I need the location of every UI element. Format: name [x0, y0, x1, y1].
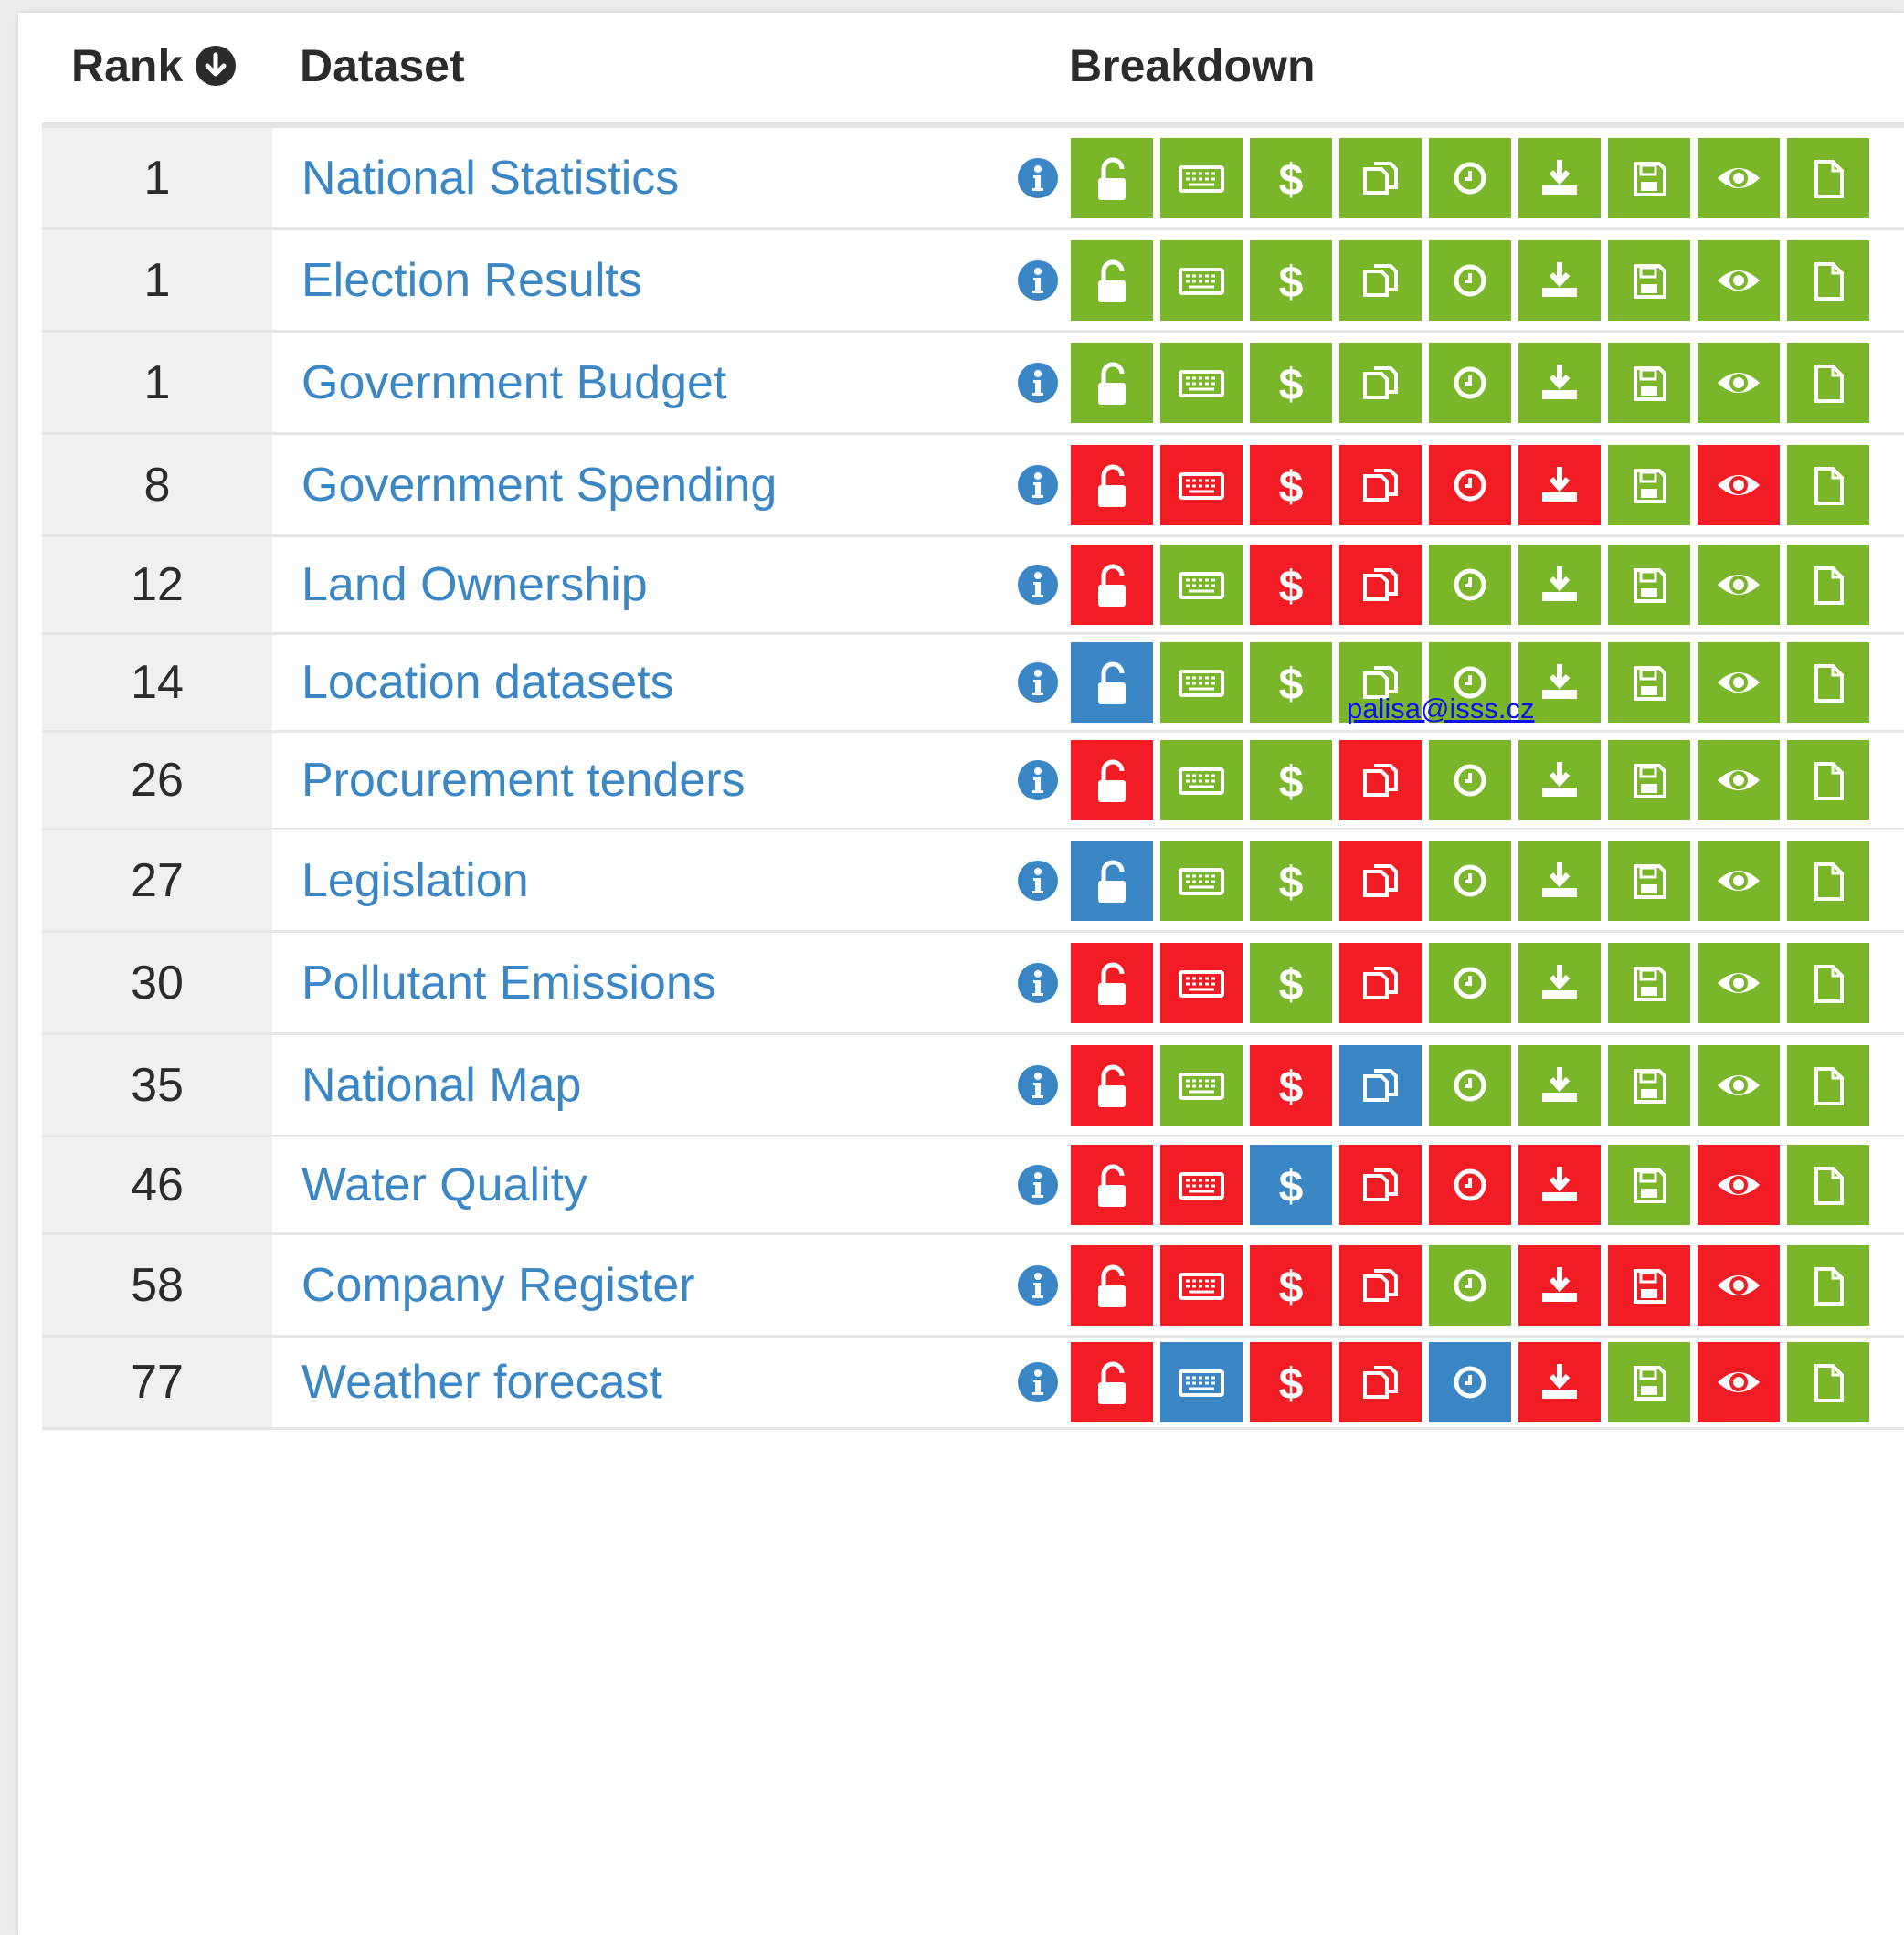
rank-header-label: Rank [71, 40, 184, 91]
rank-cell [42, 635, 272, 730]
svg-text:$: $ [1278, 1263, 1304, 1312]
breakdown-icons [1071, 1045, 1893, 1126]
unlock-icon[interactable] [1071, 240, 1153, 321]
unlock-icon[interactable] [1071, 841, 1153, 921]
dollar-icon[interactable] [1250, 545, 1332, 625]
clock-icon[interactable] [1429, 841, 1511, 921]
svg-text:$: $ [1278, 360, 1304, 409]
rank-cell [42, 435, 272, 534]
save-icon[interactable] [1608, 240, 1690, 321]
dataset-link[interactable]: National Statistics [301, 151, 680, 205]
svg-text:$: $ [1278, 960, 1304, 1010]
file-icon[interactable] [1787, 343, 1869, 423]
unlock-icon[interactable] [1071, 138, 1153, 218]
unlock-icon[interactable] [1071, 1342, 1153, 1422]
clock-icon[interactable] [1429, 138, 1511, 218]
download-icon[interactable] [1518, 1145, 1601, 1225]
rank-value: 1 [143, 253, 171, 307]
email-link[interactable]: palisa@isss.cz [1347, 693, 1535, 724]
breakdown-icons [1071, 545, 1893, 625]
keyboard-icon[interactable] [1160, 445, 1243, 525]
info-circle-icon[interactable] [1018, 1065, 1058, 1105]
rank-cell [42, 1137, 272, 1232]
eye-icon[interactable] [1698, 1145, 1780, 1225]
svg-text:$: $ [1278, 661, 1304, 709]
eye-icon[interactable] [1698, 841, 1780, 921]
copy-icon[interactable] [1339, 943, 1422, 1023]
table-row [42, 537, 1904, 635]
rank-value: 30 [131, 956, 184, 1010]
dollar-icon[interactable] [1250, 240, 1332, 321]
download-icon[interactable] [1518, 545, 1601, 625]
dollar-icon[interactable] [1250, 1045, 1332, 1126]
rank-cell [42, 333, 272, 432]
file-icon[interactable] [1787, 445, 1869, 525]
keyboard-icon[interactable] [1160, 642, 1243, 723]
copy-icon[interactable] [1339, 1245, 1422, 1326]
info-circle-icon[interactable] [1018, 760, 1058, 800]
info-circle-icon[interactable] [1018, 158, 1058, 198]
dataset-link[interactable]: National Map [301, 1058, 582, 1112]
copy-icon[interactable] [1339, 240, 1422, 321]
file-icon[interactable] [1787, 1145, 1869, 1225]
save-icon[interactable] [1608, 841, 1690, 921]
unlock-icon[interactable] [1071, 740, 1153, 820]
eye-icon[interactable] [1698, 138, 1780, 218]
copy-icon[interactable] [1339, 343, 1422, 423]
keyboard-icon[interactable] [1160, 138, 1243, 218]
info-circle-icon[interactable] [1018, 861, 1058, 901]
file-icon[interactable] [1787, 1245, 1869, 1326]
breakdown-icons [1071, 240, 1893, 321]
breakdown-column-header: Breakdown [1069, 40, 1316, 91]
file-icon[interactable] [1787, 1342, 1869, 1422]
download-icon[interactable] [1518, 943, 1601, 1023]
download-icon[interactable] [1518, 841, 1601, 921]
download-icon[interactable] [1518, 138, 1601, 218]
download-icon[interactable] [1518, 343, 1601, 423]
save-icon[interactable] [1608, 642, 1690, 723]
dataset-link[interactable]: Government Spending [301, 458, 777, 512]
download-icon[interactable] [1518, 445, 1601, 525]
breakdown-icons [1071, 1245, 1893, 1326]
rank-column-header[interactable] [71, 38, 236, 93]
svg-text:$: $ [1278, 258, 1304, 307]
download-icon[interactable] [1518, 1245, 1601, 1326]
keyboard-icon[interactable] [1160, 1342, 1243, 1422]
unlock-icon[interactable] [1071, 343, 1153, 423]
eye-icon[interactable] [1698, 545, 1780, 625]
unlock-icon[interactable] [1071, 1145, 1153, 1225]
info-circle-icon[interactable] [1018, 963, 1058, 1003]
dataset-column-header: Dataset [300, 40, 465, 91]
keyboard-icon[interactable] [1160, 943, 1243, 1023]
info-circle-icon[interactable] [1018, 465, 1058, 505]
dataset-link[interactable]: Company Register [301, 1258, 695, 1312]
dataset-link[interactable]: Land Ownership [301, 558, 648, 611]
clock-icon[interactable] [1429, 1045, 1511, 1126]
keyboard-icon[interactable] [1160, 1045, 1243, 1126]
rank-cell [42, 1035, 272, 1135]
copy-icon[interactable] [1339, 545, 1422, 625]
dollar-icon[interactable] [1250, 343, 1332, 423]
rank-value: 35 [131, 1058, 184, 1112]
svg-text:$: $ [1278, 758, 1304, 807]
dollar-icon[interactable] [1250, 1245, 1332, 1326]
dataset-link[interactable]: Weather forecast [301, 1356, 663, 1409]
file-icon[interactable] [1787, 841, 1869, 921]
dataset-link[interactable]: Legislation [301, 853, 529, 907]
dollar-icon[interactable] [1250, 138, 1332, 218]
table-row [42, 1338, 1904, 1430]
rank-value: 14 [131, 656, 184, 709]
dataset-link[interactable]: Location datasets [301, 656, 674, 709]
dollar-icon[interactable] [1250, 841, 1332, 921]
copy-icon[interactable] [1339, 1342, 1422, 1422]
file-icon[interactable] [1787, 943, 1869, 1023]
sort-down-circle-icon[interactable] [196, 46, 236, 86]
unlock-icon[interactable] [1071, 545, 1153, 625]
info-circle-icon[interactable] [1018, 1362, 1058, 1402]
svg-text:$: $ [1278, 563, 1304, 611]
clock-icon[interactable] [1429, 1342, 1511, 1422]
table-row [42, 1235, 1904, 1338]
rank-value: 1 [143, 151, 171, 205]
copy-icon[interactable] [1339, 740, 1422, 820]
dollar-icon[interactable] [1250, 445, 1332, 525]
rank-value: 27 [131, 853, 184, 907]
dataset-link[interactable]: Procurement tenders [301, 754, 746, 807]
breakdown-icons [1071, 343, 1893, 423]
save-icon[interactable] [1608, 138, 1690, 218]
eye-icon[interactable] [1698, 740, 1780, 820]
svg-text:$: $ [1278, 1163, 1304, 1211]
eye-icon[interactable] [1698, 343, 1780, 423]
dataset-link[interactable]: Pollutant Emissions [301, 956, 716, 1010]
rank-value: 1 [143, 355, 171, 409]
dataset-link[interactable]: Water Quality [301, 1158, 588, 1211]
save-icon[interactable] [1608, 1245, 1690, 1326]
file-icon[interactable] [1787, 642, 1869, 723]
clock-icon[interactable] [1429, 943, 1511, 1023]
clock-icon[interactable] [1429, 1145, 1511, 1225]
unlock-icon[interactable] [1071, 1245, 1153, 1326]
rank-value: 58 [131, 1258, 184, 1312]
dollar-icon[interactable] [1250, 943, 1332, 1023]
dollar-icon[interactable] [1250, 1342, 1332, 1422]
rank-cell [42, 1338, 272, 1427]
clock-icon[interactable] [1429, 445, 1511, 525]
eye-icon[interactable] [1698, 642, 1780, 723]
save-icon[interactable] [1608, 343, 1690, 423]
download-icon[interactable] [1518, 240, 1601, 321]
info-circle-icon[interactable] [1018, 1165, 1058, 1205]
save-icon[interactable] [1608, 1342, 1690, 1422]
breakdown-icons [1071, 1145, 1893, 1225]
breakdown-icons [1071, 841, 1893, 921]
rank-cell [42, 1235, 272, 1335]
rank-value: 8 [143, 458, 171, 512]
unlock-icon[interactable] [1071, 1045, 1153, 1126]
copy-icon[interactable] [1339, 1045, 1422, 1126]
table-row [42, 733, 1904, 830]
svg-text:$: $ [1278, 462, 1304, 512]
copy-icon[interactable] [1339, 841, 1422, 921]
rank-value: 77 [131, 1356, 184, 1409]
breakdown-icons [1071, 740, 1893, 820]
table-row [42, 435, 1904, 537]
svg-text:$: $ [1278, 858, 1304, 907]
rank-cell [42, 128, 272, 227]
rank-cell [42, 933, 272, 1032]
table-row [42, 1137, 1904, 1235]
table-row [42, 933, 1904, 1035]
eye-icon[interactable] [1698, 1245, 1780, 1326]
dollar-icon[interactable] [1250, 1145, 1332, 1225]
rank-cell [42, 830, 272, 930]
svg-text:$: $ [1278, 155, 1304, 205]
clock-icon[interactable] [1429, 1245, 1511, 1326]
keyboard-icon[interactable] [1160, 740, 1243, 820]
file-icon[interactable] [1787, 138, 1869, 218]
info-circle-icon[interactable] [1018, 363, 1058, 403]
copy-icon[interactable] [1339, 1145, 1422, 1225]
info-circle-icon[interactable] [1018, 662, 1058, 703]
download-icon[interactable] [1518, 1342, 1601, 1422]
keyboard-icon[interactable] [1160, 1245, 1243, 1326]
clock-icon[interactable] [1429, 240, 1511, 321]
rank-cell [42, 733, 272, 828]
breakdown-icons [1071, 445, 1893, 525]
eye-icon[interactable] [1698, 1045, 1780, 1126]
copy-icon[interactable] [1339, 445, 1422, 525]
dataset-link[interactable]: Government Budget [301, 355, 727, 409]
svg-text:$: $ [1278, 1360, 1304, 1409]
keyboard-icon[interactable] [1160, 841, 1243, 921]
breakdown-icons [1071, 1342, 1893, 1422]
rank-value: 46 [131, 1158, 184, 1211]
info-circle-icon[interactable] [1018, 1265, 1058, 1306]
dataset-table [42, 128, 1904, 1430]
file-icon[interactable] [1787, 545, 1869, 625]
clock-icon[interactable] [1429, 740, 1511, 820]
dollar-icon[interactable] [1250, 642, 1332, 723]
file-icon[interactable] [1787, 740, 1869, 820]
save-icon[interactable] [1608, 445, 1690, 525]
info-circle-icon[interactable] [1018, 260, 1058, 301]
save-icon[interactable] [1608, 545, 1690, 625]
table-row [42, 1035, 1904, 1137]
table-header [42, 0, 1904, 126]
table-row [42, 635, 1904, 733]
rank-value: 26 [131, 754, 184, 807]
keyboard-icon[interactable] [1160, 1145, 1243, 1225]
rank-cell [42, 537, 272, 632]
table-row [42, 830, 1904, 933]
info-circle-icon[interactable] [1018, 565, 1058, 605]
rank-cell [42, 230, 272, 330]
unlock-icon[interactable] [1071, 943, 1153, 1023]
breakdown-icons [1071, 138, 1893, 218]
unlock-icon[interactable] [1071, 445, 1153, 525]
table-row [42, 230, 1904, 333]
keyboard-icon[interactable] [1160, 240, 1243, 321]
table-row [42, 128, 1904, 230]
breakdown-icons [1071, 943, 1893, 1023]
dataset-link[interactable]: Election Results [301, 253, 642, 307]
copy-icon[interactable] [1339, 138, 1422, 218]
download-icon[interactable] [1518, 1045, 1601, 1126]
eye-icon[interactable] [1698, 240, 1780, 321]
unlock-icon[interactable] [1071, 642, 1153, 723]
clock-icon[interactable] [1429, 343, 1511, 423]
save-icon[interactable] [1608, 943, 1690, 1023]
save-icon[interactable] [1608, 1145, 1690, 1225]
eye-icon[interactable] [1698, 943, 1780, 1023]
eye-icon[interactable] [1698, 445, 1780, 525]
file-icon[interactable] [1787, 240, 1869, 321]
rank-value: 12 [131, 558, 184, 611]
keyboard-icon[interactable] [1160, 343, 1243, 423]
save-icon[interactable] [1608, 1045, 1690, 1126]
clock-icon[interactable] [1429, 545, 1511, 625]
eye-icon[interactable] [1698, 1342, 1780, 1422]
file-icon[interactable] [1787, 1045, 1869, 1126]
save-icon[interactable] [1608, 740, 1690, 820]
dollar-icon[interactable] [1250, 740, 1332, 820]
download-icon[interactable] [1518, 740, 1601, 820]
svg-text:$: $ [1278, 1063, 1304, 1112]
keyboard-icon[interactable] [1160, 545, 1243, 625]
table-row [42, 333, 1904, 435]
